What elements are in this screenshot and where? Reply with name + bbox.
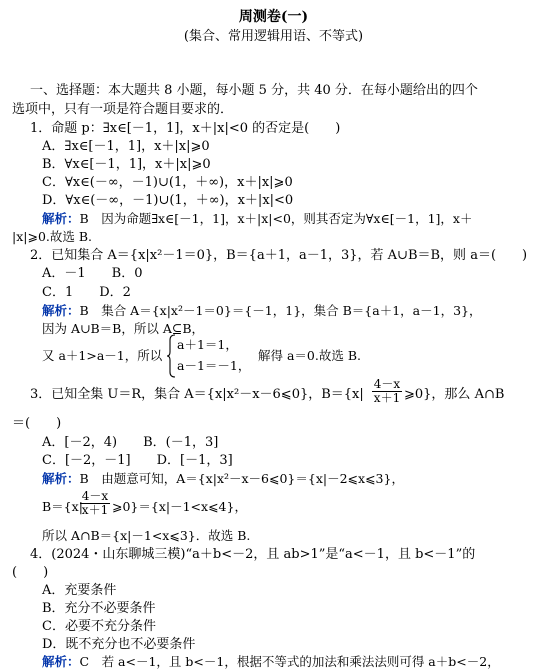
q3-solution-fraction-denominator: x＋1 [81,503,109,517]
q3-solution-fraction [80,490,110,517]
q1-solution-label: 解析： [42,211,80,226]
q1-stem: 1．命题 p：∃x∈[－1，1]，x＋|x|<0 的否定是( ) [30,121,341,136]
q3-options-row2: C．[－2，－1] D．[－1，3] [42,453,233,468]
q3-stem-c: ＝( ) [12,416,62,431]
q2-system-eq1: a＋1＝1， [177,337,238,352]
q4-stem: 4．(2024・山东聊城三模)“a＋b<－2，且 ab>1”是“a<－1，且 b<－1”的 [30,547,476,562]
q2-solution-line3b: 解得 a＝0.故选 B. [258,348,361,363]
q2-stem: 2．已知集合 A＝{x|x²－1＝0}，B＝{a＋1，a－1，3}，若 A∪B＝B，则 a＝( ) [30,248,528,263]
q1-option-a: A．∃x∈[－1，1]，x＋|x|⩾0 [42,139,210,154]
q3-solution-line2b: ⩾0}＝{x|－1<x⩽4}， [112,499,247,514]
q2-system-eq2: a－1＝－1， [177,358,251,373]
q1-option-b: B．∀x∈[－1，1]，x＋|x|⩾0 [42,157,211,172]
q1-solution-line1 [42,210,472,228]
q2-options-row1: A．－1 B．0 [42,266,143,281]
q4-solution-text1: C 若 a<－1，且 b<－1，根据不等式的加法和乘法法则可得 a＋b<－2， [79,654,500,669]
q4-option-d: D．既不充分也不必要条件 [42,637,196,652]
q2-options-row2: C．1 D．2 [42,285,131,300]
q2-solution-line3a: 又 a＋1>a－1，所以 [42,348,163,363]
q3-fraction-denominator: x＋1 [373,391,401,405]
page-title: 周测卷(一) [238,9,309,25]
q1-option-d: D．∀x∈(－∞，－1)∪(1，＋∞)，x＋|x|<0 [42,193,294,208]
q1-solution-line2: |x|⩾0.故选 B. [12,229,93,244]
q2-solution-label: 解析： [42,303,80,318]
section-heading-line2: 选项中，只有一项是符合题目要求的． [12,102,234,117]
q3-solution-text1: B 由题意可知，A＝{x|x²－x－6⩽0}＝{x|－2⩽x⩽3}， [79,471,404,486]
q4-option-a: A．充要条件 [42,583,117,598]
q4-solution-line1 [42,653,500,671]
q3-solution-line1 [42,470,404,488]
system-brace [166,334,176,378]
q1-solution-text1: B 因为命题∃x∈[－1，1]，x＋|x|<0，则其否定为∀x∈[－1，1]，x＋ [79,211,473,226]
section-heading-line1: 一、选择题：本大题共 8 小题，每小题 5 分，共 40 分．在每小题给出的四个 [30,83,478,98]
q3-options-row1: A．[－2，4) B．(－1，3] [42,435,219,450]
q3-stem-fraction [372,378,402,405]
q3-solution-fraction-numerator: 4－x [81,489,109,503]
q4-stem-b: ( ) [12,565,49,580]
q3-stem-b: ⩾0}，那么 A∩B [404,387,505,402]
q3-solution-label: 解析： [42,471,80,486]
q2-solution-text1: B 集合 A＝{x|x²－1＝0}＝{－1，1}，集合 B＝{a＋1，a－1，3}， [79,303,482,318]
q3-solution-line3: 所以 A∩B＝{x|－1<x⩽3}．故选 B. [42,528,251,543]
q3-solution-line2a: B＝{x| [42,499,83,514]
q2-solution-line2: 因为 A∪B＝B，所以 A⊆B， [42,321,205,336]
q2-solution-line1 [42,302,481,320]
q3-stem-a: 3．已知全集 U＝R，集合 A＝{x|x²－x－6⩽0}，B＝{x| [30,387,364,402]
page-subtitle: (集合、常用逻辑用语、不等式) [183,29,364,44]
q4-option-b: B．充分不必要条件 [42,601,156,616]
q4-solution-label: 解析： [42,654,80,669]
q1-option-c: C．∀x∈(－∞，－1)∪(1，＋∞)，x＋|x|⩾0 [42,175,293,190]
q4-option-c: C．必要不充分条件 [42,619,156,634]
q3-fraction-numerator: 4－x [373,377,401,391]
